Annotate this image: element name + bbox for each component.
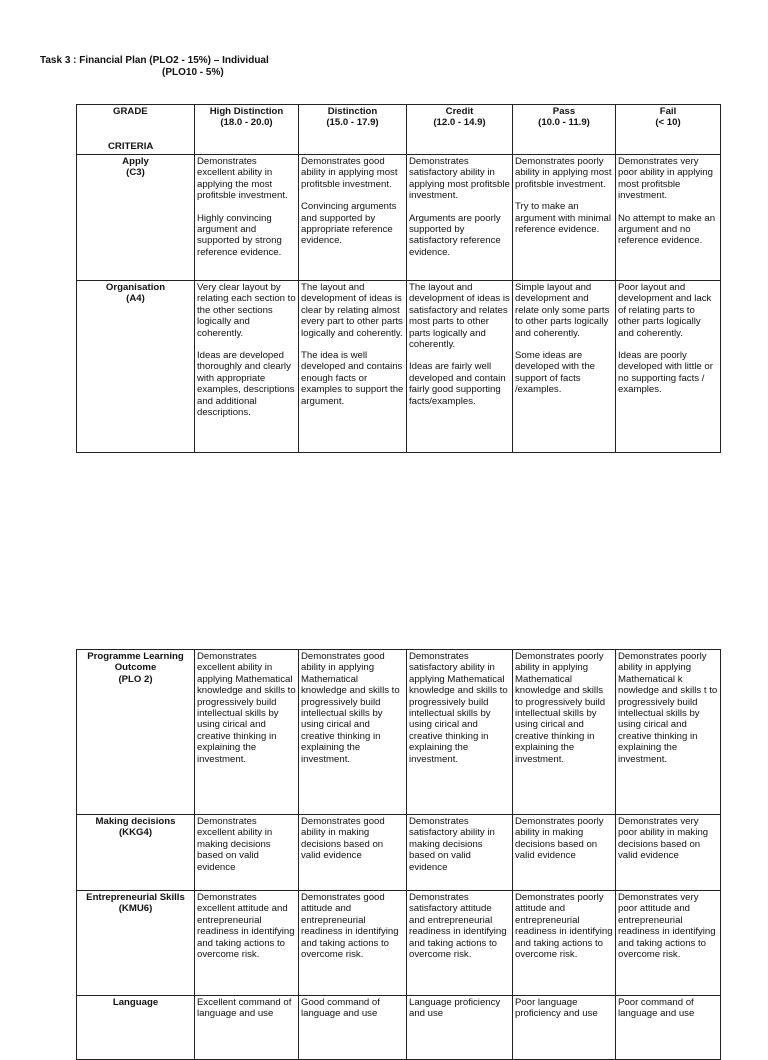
descriptor-text: Convincing arguments and supported by appropriate reference evidence. — [301, 201, 397, 247]
descriptor-cell — [407, 155, 513, 281]
title-line-2: (PLO10 - 5%) — [162, 67, 224, 78]
descriptor-text: The layout and development of ideas is clear by relating almost every part to other parts logically and coherently. — [301, 282, 403, 339]
criterion-code: (KMU6) — [118, 903, 153, 915]
descriptor-text: Demonstrates poorly ability in making decisions based on valid evidence — [515, 816, 604, 862]
criterion-row — [77, 155, 721, 281]
criterion-name: Organisation — [105, 282, 166, 293]
descriptor-text: Poor layout and development and lack of relating parts to other parts logically and coherently. — [618, 282, 712, 339]
descriptor-cell — [513, 996, 616, 1060]
descriptor-text: Demonstrates very poor attitude and entrepreneurial readiness in identifying and taking actions to overcome risk. — [618, 892, 716, 961]
descriptor-text: Try to make an argument with minimal reference evidence. — [515, 201, 611, 236]
descriptor-text: The layout and development of ideas is satisfactory and relates most parts to other parts logically and coherently. — [409, 282, 510, 351]
descriptor-text: Ideas are developed thoroughly and clearly with appropriate examples, descriptions and additional descriptions. — [197, 350, 295, 419]
descriptor-cell — [195, 155, 299, 281]
criterion-row — [77, 650, 721, 815]
grade-header-cell — [407, 105, 513, 155]
grade-range: (15.0 - 17.9) — [326, 117, 379, 129]
descriptor-text: Demonstrates excellent ability in applying Mathematical knowledge and skills to progressively build intellectual skills by using cirical and creative thinking in explaining the investment. — [197, 651, 296, 765]
criterion-row — [77, 891, 721, 996]
descriptor-cell — [299, 650, 407, 815]
grade-criteria-corner — [77, 105, 195, 155]
descriptor-text: Demonstrates satisfactory attitude and entrepreneurial readiness in identifying and taking actions to overcome risk. — [409, 892, 507, 961]
descriptor-cell — [195, 891, 299, 996]
descriptor-text: Demonstrates excellent ability in applying the most profitsble investment. — [197, 156, 288, 202]
descriptor-text: Excellent command of language and use — [197, 997, 292, 1020]
criterion-cell — [77, 815, 195, 891]
criterion-code: (KKG4) — [118, 827, 153, 839]
grade-header-cell — [513, 105, 616, 155]
descriptor-text: Demonstrates poorly ability in applying Mathematical k nowledge and skills t to progressively build intellectual skills by using cirical and creative thinking in explaining the investment. — [618, 651, 718, 765]
grade-range: (10.0 - 11.9) — [538, 117, 590, 129]
descriptor-cell — [195, 996, 299, 1060]
descriptor-text: Demonstrates good ability in applying Mathematical knowledge and skills to progressively build intellectual skills by using cirical and creative thinking in explaining the investment. — [301, 651, 400, 765]
descriptor-text: Ideas are fairly well developed and contain fairly good supporting facts/examples. — [409, 361, 506, 407]
grade-header-row — [77, 105, 721, 155]
descriptor-text: Demonstrates satisfactory ability in making decisions based on valid evidence — [409, 816, 495, 873]
descriptor-text: Demonstrates satisfactory ability in applying most profitsble investment. — [409, 156, 510, 202]
descriptor-text: Arguments are poorly supported by satisfactory reference evidence. — [409, 212, 501, 258]
descriptor-cell — [616, 996, 721, 1060]
grade-name: Credit — [445, 106, 474, 117]
criterion-row — [77, 996, 721, 1060]
grade-range: (18.0 - 20.0) — [220, 117, 273, 129]
descriptor-text: Poor command of language and use — [618, 997, 695, 1020]
descriptor-cell — [407, 815, 513, 891]
rubric-table-1 — [76, 104, 721, 453]
descriptor-cell — [513, 281, 616, 453]
descriptor-cell — [407, 996, 513, 1060]
descriptor-cell — [513, 155, 616, 281]
descriptor-text: Demonstrates excellent ability in making decisions based on valid evidence — [197, 816, 273, 873]
descriptor-cell — [299, 996, 407, 1060]
criterion-name: Entrepreneurial Skills — [86, 892, 185, 903]
descriptor-cell — [195, 815, 299, 891]
descriptor-cell — [513, 891, 616, 996]
descriptor-text: Demonstrates good ability in applying most profitsble investment. — [301, 156, 398, 190]
criterion-code: (A4) — [126, 293, 145, 305]
criterion-code: (PLO 2) — [118, 673, 153, 685]
descriptor-text: Language proficiency and use — [409, 997, 501, 1020]
criterion-cell — [77, 650, 195, 815]
descriptor-text: Demonstrates very poor ability in applying most profitsble investment. — [618, 156, 713, 202]
descriptor-text: Demonstrates good attitude and entrepreneurial readiness in identifying and taking actions to overcome risk. — [301, 892, 399, 961]
descriptor-cell — [195, 281, 299, 453]
descriptor-text: The idea is well developed and contains enough facts or examples to support the argument. — [301, 350, 404, 407]
descriptor-text: Very clear layout by relating each section to the other sections logically and coherently. — [197, 282, 296, 339]
criterion-cell — [77, 996, 195, 1060]
grade-name: Fail — [659, 106, 677, 117]
document-title — [40, 55, 340, 79]
criterion-name: Programme Learning Outcome — [87, 651, 184, 674]
descriptor-cell — [407, 281, 513, 453]
descriptor-text: Highly convincing argument and supported by strong reference evidence. — [197, 212, 282, 258]
grade-name: Distinction — [327, 106, 378, 117]
descriptor-text: Demonstrates good ability in making decisions based on valid evidence — [301, 816, 385, 862]
grade-name: Pass — [552, 106, 576, 117]
criterion-name: Making decisions — [95, 816, 176, 827]
grade-header-cell — [299, 105, 407, 155]
descriptor-text: Ideas are poorly developed with little or no supporting facts / examples. — [618, 350, 713, 396]
criterion-name: Apply — [122, 156, 149, 167]
title-line-1: Task 3 : Financial Plan (PLO2 - 15%) – Individual — [40, 55, 269, 66]
descriptor-cell — [195, 650, 299, 815]
criterion-row — [77, 281, 721, 453]
descriptor-cell — [299, 815, 407, 891]
descriptor-cell — [616, 650, 721, 815]
descriptor-text: Demonstrates poorly ability in applying Mathematical knowledge and skills to progressively build intellectual skills by using cirical and creative thinking in explaining the investment. — [515, 651, 606, 765]
criterion-cell — [77, 281, 195, 453]
descriptor-text: Demonstrates very poor ability in making decisions based on valid evidence — [618, 816, 709, 862]
descriptor-text: Simple layout and development and relate only some parts to other parts logically and coherently. — [515, 282, 610, 339]
descriptor-text: Demonstrates excellent attitude and entrepreneurial readiness in identifying and taking actions to overcome risk. — [197, 892, 295, 961]
descriptor-cell — [513, 815, 616, 891]
grade-header-cell — [195, 105, 299, 155]
criterion-code: (C3) — [126, 167, 145, 179]
descriptor-cell — [616, 815, 721, 891]
criterion-name: Language — [112, 997, 159, 1008]
descriptor-text: Poor language proficiency and use — [515, 997, 598, 1020]
descriptor-text: Some ideas are developed with the support of facts /examples. — [515, 350, 596, 396]
criteria-label: CRITERIA — [108, 140, 154, 152]
descriptor-cell — [616, 155, 721, 281]
descriptor-text: No attempt to make an argument and no reference evidence. — [618, 212, 716, 247]
descriptor-cell — [407, 891, 513, 996]
grade-header-cell — [616, 105, 721, 155]
criterion-cell — [77, 155, 195, 281]
descriptor-text: Demonstrates satisfactory ability in applying Mathematical knowledge and skills to progressively build intellectual skills by using cirical and creative thinking in explaining the investment. — [409, 651, 508, 765]
criterion-cell — [77, 891, 195, 996]
descriptor-cell — [407, 650, 513, 815]
rubric-table-2 — [76, 649, 721, 1060]
descriptor-cell — [299, 155, 407, 281]
grade-label: GRADE — [113, 106, 148, 117]
descriptor-cell — [513, 650, 616, 815]
descriptor-text: Demonstrates poorly attitude and entrepreneurial readiness in identifying and taking actions to overcome risk. — [515, 892, 613, 961]
descriptor-text: Demonstrates poorly ability in applying most profitsble investment. — [515, 156, 612, 190]
criterion-row — [77, 815, 721, 891]
descriptor-cell — [616, 281, 721, 453]
grade-range: (12.0 - 14.9) — [433, 117, 486, 129]
descriptor-cell — [299, 891, 407, 996]
grade-range: (< 10) — [655, 117, 681, 129]
descriptor-cell — [299, 281, 407, 453]
grade-name: High Distinction — [209, 106, 284, 117]
descriptor-text: Good command of language and use — [301, 997, 380, 1020]
descriptor-cell — [616, 891, 721, 996]
